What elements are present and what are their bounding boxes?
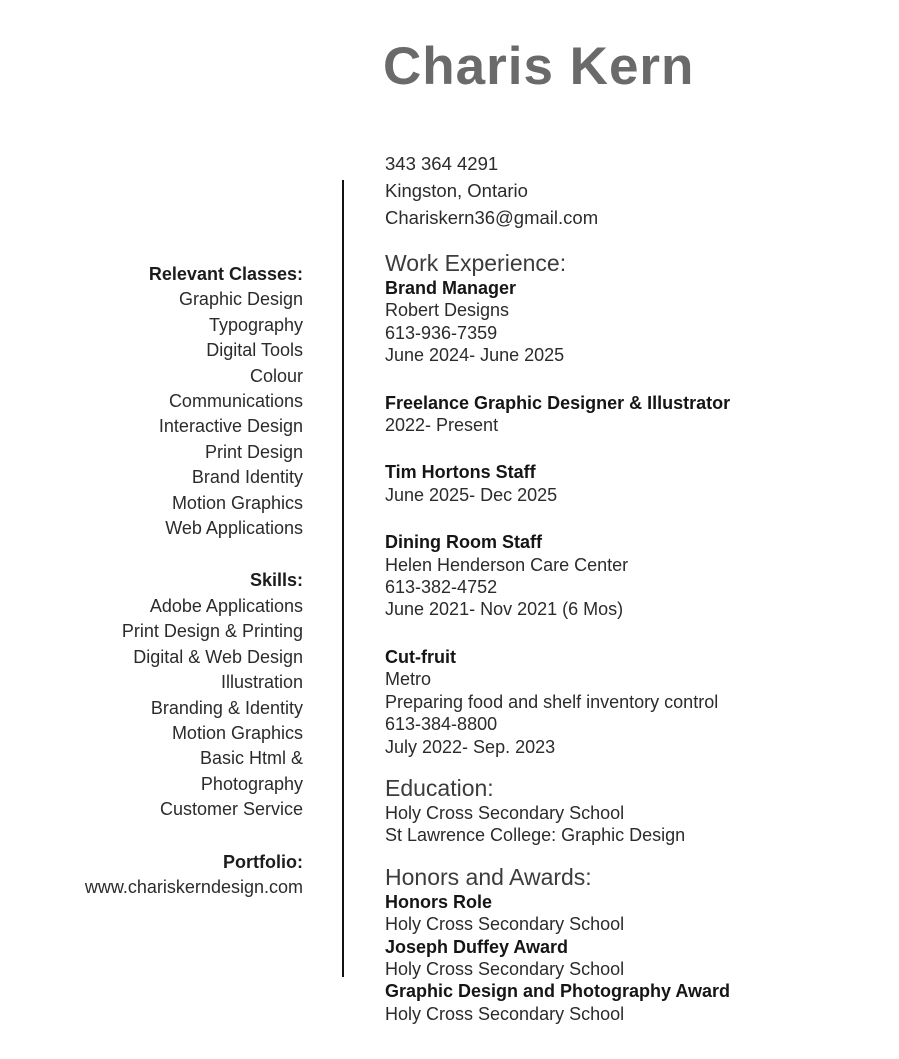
honor-school: Holy Cross Secondary School (385, 1003, 625, 1024)
job-company: Robert Designs (385, 300, 510, 321)
main-column (385, 150, 875, 1025)
education-school: Holy Cross Secondary School (385, 802, 625, 823)
sidebar-item: Colour (249, 365, 303, 386)
sidebar-section-skills (30, 568, 303, 822)
sidebar-section-portfolio (30, 850, 303, 901)
portfolio-url: www.chariskerndesign.com (84, 876, 303, 897)
job-phone: 613-384-8800 (385, 714, 498, 735)
sidebar-heading-skills: Skills: (249, 570, 303, 591)
phone-number: 343 364 4291 (385, 153, 499, 174)
sidebar-item: Motion Graphics (171, 722, 303, 743)
honor-entry (385, 980, 875, 1025)
job-title: Freelance Graphic Designer & Illustrator (385, 392, 731, 413)
page-title: Charis Kern (383, 37, 695, 96)
work-entry (385, 531, 875, 621)
job-title: Brand Manager (385, 278, 517, 298)
honor-entry (385, 891, 875, 936)
job-company: Metro (385, 669, 432, 690)
work-entry (385, 646, 875, 758)
job-dates: July 2022- Sep. 2023 (385, 736, 556, 757)
sidebar-item: Basic Html & (199, 748, 303, 769)
work-entry (385, 461, 875, 506)
education-section (385, 774, 875, 847)
sidebar-item: Motion Graphics (171, 492, 303, 513)
sidebar-item: Print Design (204, 441, 303, 462)
sidebar-section-relevant-classes (30, 262, 303, 541)
vertical-divider (342, 180, 344, 977)
sidebar-item: Customer Service (159, 799, 303, 820)
honor-title: Joseph Duffey Award (385, 936, 569, 957)
job-dates: June 2025- Dec 2025 (385, 484, 558, 505)
honor-title: Graphic Design and Photography Award (385, 981, 731, 1002)
sidebar-heading-portfolio: Portfolio: (223, 851, 303, 872)
work-entry (385, 277, 875, 367)
sidebar-column (30, 262, 303, 900)
job-description: Preparing food and shelf inventory control (385, 691, 719, 712)
section-heading-education: Education: (385, 774, 494, 801)
sidebar-item: Photography (200, 773, 303, 794)
job-company: Helen Henderson Care Center (385, 554, 629, 575)
sidebar-item: Digital Tools (206, 340, 303, 361)
job-phone: 613-382-4752 (385, 577, 498, 598)
sidebar-heading-relevant-classes: Relevant Classes: (148, 264, 303, 284)
honor-title: Honors Role (385, 891, 493, 912)
section-heading-honors: Honors and Awards: (385, 863, 592, 890)
sidebar-item: Digital & Web Design (133, 646, 303, 667)
job-title: Tim Hortons Staff (385, 462, 536, 483)
location-text: Kingston, Ontario (385, 180, 528, 201)
sidebar-item: Web Applications (165, 518, 303, 539)
sidebar-item: Graphic Design (178, 289, 303, 310)
work-entry (385, 392, 875, 437)
contact-block (385, 150, 875, 231)
sidebar-item: Print Design & Printing (121, 621, 303, 642)
job-dates: June 2021- Nov 2021 (6 Mos) (385, 599, 624, 620)
job-dates: June 2024- June 2025 (385, 345, 565, 366)
sidebar-item: Adobe Applications (149, 595, 303, 616)
sidebar-item: Interactive Design (158, 416, 303, 437)
honor-school: Holy Cross Secondary School (385, 914, 625, 935)
sidebar-item: Brand Identity (191, 467, 303, 488)
honor-entry (385, 936, 875, 981)
sidebar-item: Communications (168, 391, 303, 412)
section-heading-work: Work Experience: (385, 250, 567, 276)
job-phone: 613-936-7359 (385, 322, 498, 343)
job-title: Cut-fruit (385, 646, 456, 667)
job-dates: 2022- Present (385, 415, 499, 436)
email-address: Chariskern36@gmail.com (385, 207, 599, 228)
honor-school: Holy Cross Secondary School (385, 958, 625, 979)
sidebar-item: Typography (208, 314, 303, 335)
honors-awards-section (385, 863, 875, 1025)
work-experience-section (385, 249, 875, 758)
sidebar-item: Illustration (220, 672, 303, 693)
education-school: St Lawrence College: Graphic Design (385, 825, 686, 846)
sidebar-item: Branding & Identity (150, 697, 303, 718)
job-title: Dining Room Staff (385, 532, 542, 553)
